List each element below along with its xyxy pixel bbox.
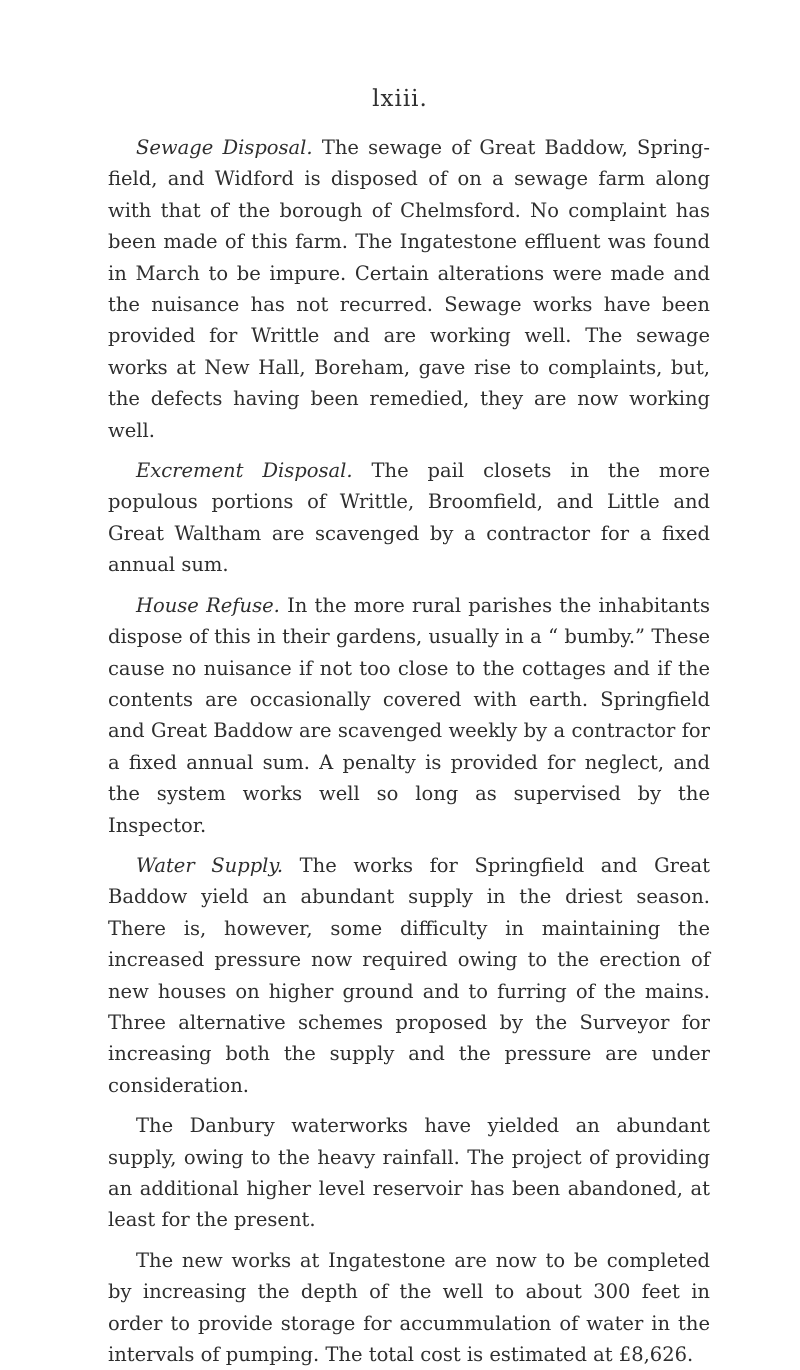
body-text — [108, 132, 710, 1370]
paragraph-danbury-waterworks — [108, 1110, 710, 1236]
paragraph-ingatestone-works — [108, 1245, 710, 1370]
paragraph-text: The works for Springfield and Great Baddow yield an abundant supply in the driest season. There is, however, some difficulty in maintaining the increased pressure now required owing to the erection of new houses on higher ground and to furring of the mains. Three alternative schemes proposed by the Surveyor for increasing both the supply and the pressure are under consideration. — [108, 853, 710, 1097]
paragraph-water-supply — [108, 850, 710, 1101]
paragraph-house-refuse — [108, 590, 710, 841]
paragraph-text: The new works at Ingatestone are now to be completed by increasing the depth of the well to about 300 feet in order to provide storage for accummulation of water in the intervals of pumping. The total cost is estimated at £8,626. — [108, 1248, 710, 1367]
paragraph-excrement-disposal — [108, 455, 710, 581]
paragraph-text: The sewage of Great Baddow, Spring-field, and Widford is disposed of on a sewage farm along with that of the borough of Chelmsford. No complaint has been made of this farm. The Ingatestone effluent was found in March to be impure. Certain alterations were made and the nuisance has not recurred. Sewage works have been provided for Writtle and are working well. The sewage works at New Hall, Boreham, gave rise to complaints, but, the defects having been remedied, they are now working well. — [108, 136, 711, 442]
section-heading-excrement-disposal: Excrement Disposal. — [136, 459, 353, 483]
page-number: lxiii. — [372, 86, 428, 112]
paragraph-sewage-disposal — [108, 132, 710, 446]
paragraph-text: In the more rural parishes the inhabitants dispose of this in their gardens, usually in a “ bumby.” These cause no nuisance if not too close to the cottages and if the contents are occasionally covered with earth. Springfield and Great Baddow are scavenged weekly by a contractor for a fixed annual sum. A penalty is provided for neglect, and the system works well so long as supervised by the Inspector. — [108, 593, 711, 837]
section-heading-sewage-disposal: Sewage Disposal. — [136, 136, 313, 159]
section-heading-house-refuse: House Refuse. — [136, 593, 280, 617]
paragraph-text: The Danbury waterworks have yielded an abundant supply, owing to the heavy rainfall. The project of providing an additional higher level reservoir has been abandoned, at least for the present. — [108, 1114, 710, 1232]
section-heading-water-supply: Water Supply. — [136, 853, 284, 877]
paragraph-text: The pail closets in the more populous portions of Writtle, Broomfield, and Little and Great Waltham are scavenged by a contractor for a fixed annual sum. — [108, 459, 711, 577]
